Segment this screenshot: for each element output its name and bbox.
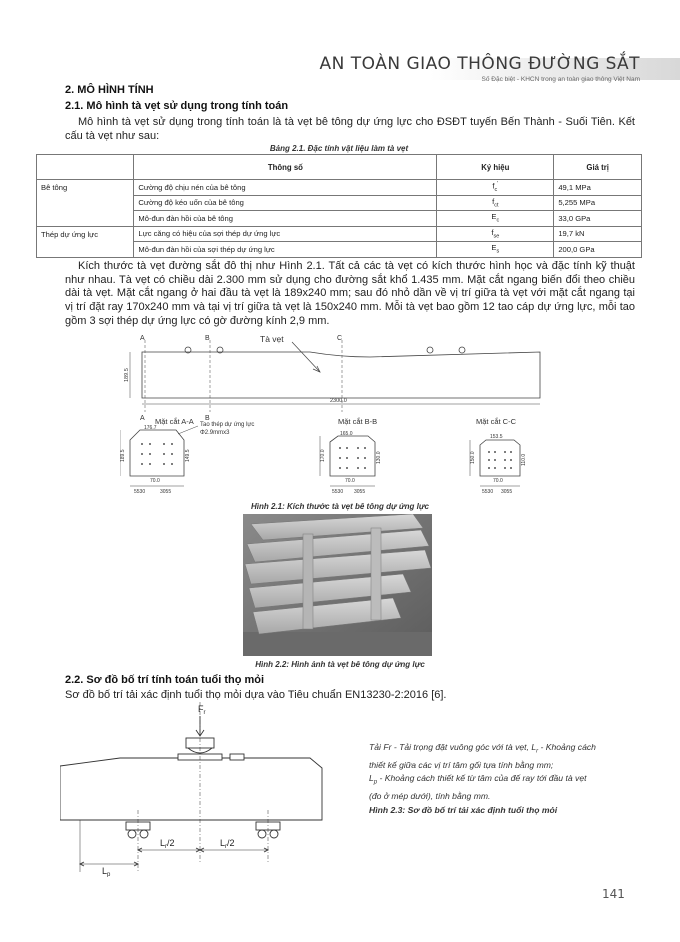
table-row bbox=[37, 180, 642, 196]
dim-bottom-a: 70.0 bbox=[150, 478, 160, 484]
table-cell-value: 33,0 GPa bbox=[554, 211, 642, 227]
sleeper-outline bbox=[142, 352, 540, 398]
figure-2-1-drawing bbox=[120, 330, 570, 502]
label-sleeper: Tà vẹt bbox=[260, 334, 284, 344]
dim-left-b: 5530 bbox=[332, 489, 344, 495]
table-cell-param: Mô-đun đàn hồi của sợi thép dự ứng lực bbox=[134, 242, 437, 258]
marker-a-top: A bbox=[140, 335, 145, 342]
subsection-heading-2-1: 2.1. Mô hình tà vẹt sử dụng trong tính toán bbox=[65, 100, 289, 112]
section-b-title: Mặt cắt B-B bbox=[338, 417, 378, 426]
table-cell-group bbox=[37, 242, 134, 258]
dim-top-a: 176.7 bbox=[144, 425, 157, 431]
dim-height-b: 170.0 bbox=[320, 449, 326, 462]
table-cell-group bbox=[37, 195, 134, 211]
dim-left-a: 5530 bbox=[134, 489, 146, 495]
dim-bottom-b: 70.0 bbox=[345, 478, 355, 484]
section-c-outline bbox=[480, 440, 520, 476]
table-cell-group: Bê tông bbox=[37, 180, 134, 196]
section-b-outline bbox=[330, 436, 375, 476]
figure-2-3-caption: Hình 2.3: Sơ đồ bố trí tải xác định tuổi thọ mỏi bbox=[369, 804, 558, 815]
half-lr-right: $L_r/2$ bbox=[220, 838, 235, 850]
section-c-title: Mặt cắt C-C bbox=[476, 417, 517, 426]
dim-top-c: 153.5 bbox=[490, 434, 503, 440]
table-row bbox=[37, 211, 642, 227]
table-cell-value: 5,255 MPa bbox=[554, 195, 642, 211]
dim-top-b: 165.0 bbox=[340, 431, 353, 437]
figure-2-1-caption: Hình 2.1: Kích thước tà vẹt bê tông dự ứng lực bbox=[250, 502, 429, 511]
marker-c-top: C bbox=[337, 335, 343, 342]
table-cell-group: Thép dự ứng lực bbox=[37, 226, 134, 242]
dim-length: 2300.0 bbox=[330, 398, 347, 404]
sleeper-photo bbox=[243, 514, 432, 656]
sleeper-profile bbox=[60, 758, 322, 820]
subsection-heading-2-2: 2.2. Sơ đồ bố trí tính toán tuổi thọ mỏi bbox=[65, 674, 265, 686]
figure-2-2-caption: Hình 2.2: Hình ảnh tà vẹt bê tông dự ứng lực bbox=[255, 660, 425, 669]
table-cell-symbol: $f_{se}$ bbox=[437, 226, 554, 242]
dim-right-a: 3055 bbox=[160, 489, 172, 495]
journal-title: AN TOÀN GIAO THÔNG ĐƯỜNG SẮT bbox=[319, 54, 640, 74]
table-cell-symbol: $E_c$ bbox=[437, 211, 554, 227]
table-cell-group bbox=[37, 211, 134, 227]
section-a-title: Mặt cắt A-A bbox=[155, 417, 194, 426]
table-cell-param: Cường độ chịu nén của bê tông bbox=[134, 180, 437, 196]
table-header-row bbox=[37, 155, 642, 180]
table-header: Thông số bbox=[134, 155, 437, 180]
dim-right-b: 3055 bbox=[354, 489, 366, 495]
material-table bbox=[36, 154, 642, 258]
journal-subtitle: Số Đặc biệt - KHCN trong an toàn giao thông Việt Nam bbox=[481, 76, 640, 83]
table-cell-param: Mô-đun đàn hồi của bê tông bbox=[134, 211, 437, 227]
table-cell-value: 19,7 kN bbox=[554, 226, 642, 242]
lp-label: $L_p$ bbox=[102, 866, 111, 877]
table-cell-param: Cường độ kéo uốn của bê tông bbox=[134, 195, 437, 211]
table-cell-symbol: $f_{ct}$ bbox=[437, 195, 554, 211]
figure-2-3-drawing bbox=[60, 702, 360, 877]
page-number: 141 bbox=[602, 887, 625, 901]
table-header bbox=[37, 155, 134, 180]
table-row bbox=[37, 195, 642, 211]
dim-height-a: 189.5 bbox=[120, 449, 126, 462]
tendon-label: Tao thép dự ứng lực bbox=[200, 422, 255, 428]
dim-inner-a: 149.5 bbox=[185, 449, 191, 462]
half-lr-left: $L_r/2$ bbox=[160, 838, 175, 850]
table-row bbox=[37, 242, 642, 258]
marker-b-top: B bbox=[205, 335, 210, 342]
table-cell-param: Lực căng có hiệu của sợi thép dự ứng lực bbox=[134, 226, 437, 242]
table-cell-value: 49,1 MPa bbox=[554, 180, 642, 196]
load-label: $F_r$ bbox=[198, 704, 206, 716]
paragraph-1: Mô hình tà vẹt sử dụng trong tính toán là tà vẹt bê tông dự ứng lực cho ĐSĐT tuyến Bến Thành - Suối Tiên. Kết cấu tà vẹt như sau: bbox=[65, 116, 635, 142]
section-heading: 2. MÔ HÌNH TÍNH bbox=[65, 84, 154, 96]
table-header: Giá trị bbox=[554, 155, 642, 180]
marker-b-bottom: B bbox=[205, 415, 210, 422]
dim-inner-b: 130.0 bbox=[376, 451, 382, 464]
section-a-outline bbox=[130, 430, 184, 476]
dim-left-c: 5530 bbox=[482, 489, 494, 495]
dim-inner-c: 110.0 bbox=[521, 453, 527, 466]
table-cell-value: 200,0 GPa bbox=[554, 242, 642, 258]
figure-2-3-note: Tải Fr - Tải trọng đặt vuông góc với tà vẹt, $L_r$ - Khoảng cách thiết kế giữa các vị trí tâm gối tựa tính bằng mm; $L_p$ - Khoảng cách thiết kế từ tâm của đế ray tới đầu tà vẹt (đo ở mép dưới), tính bằng mm. Hình 2.3: Sơ đồ bố trí tải xác định tuổi thọ mỏi bbox=[369, 742, 596, 815]
table-header: Ký hiệu bbox=[437, 155, 554, 180]
tendon-dimension: Φ2.9mmx3 bbox=[200, 430, 230, 436]
dim-bottom-c: 70.0 bbox=[493, 478, 503, 484]
paragraph-3: Sơ đồ bố trí tải xác định tuổi thọ mỏi dựa vào Tiêu chuẩn EN13230-2:2016 [6]. bbox=[65, 689, 447, 701]
dim-height-c: 150.0 bbox=[470, 451, 476, 464]
marker-a-bottom: A bbox=[140, 415, 145, 422]
table-caption: Bảng 2.1. Đặc tính vật liệu làm tà vẹt bbox=[269, 144, 409, 153]
table-row bbox=[37, 226, 642, 242]
paragraph-2: Kích thước tà vẹt đường sắt đô thị như Hình 2.1. Tất cả các tà vẹt có kích thước hình học và đặc tính kỹ thuật như nhau. Tà vẹt có chiều dài 2.300 mm sử dụng cho đường sắt khổ 1.435 mm. Mặt cắt ngang biến đổi theo chiều dài tà vẹt. Mặt cắt ngang ở hai đầu tà vẹt là 189x240 mm; sau đó nhỏ dần về vị trí giữa tà vẹt với mặt cắt ngang tại vị trí đặt ray 170x240 mm và tại vị trí giữa tà vẹt là 150x240 mm. Mỗi tà vẹt bao gồm 12 tao cáp dự ứng lực, mỗi tao gồm 3 sợi thép dự ứng lực có gờ đường kính 2,9 mm. bbox=[65, 260, 635, 327]
dim-end-height: 189.5 bbox=[124, 368, 130, 382]
table-cell-symbol: $f_c'$ bbox=[437, 180, 554, 196]
table-cell-symbol: $E_s$ bbox=[437, 242, 554, 258]
dim-right-c: 3055 bbox=[501, 489, 513, 495]
